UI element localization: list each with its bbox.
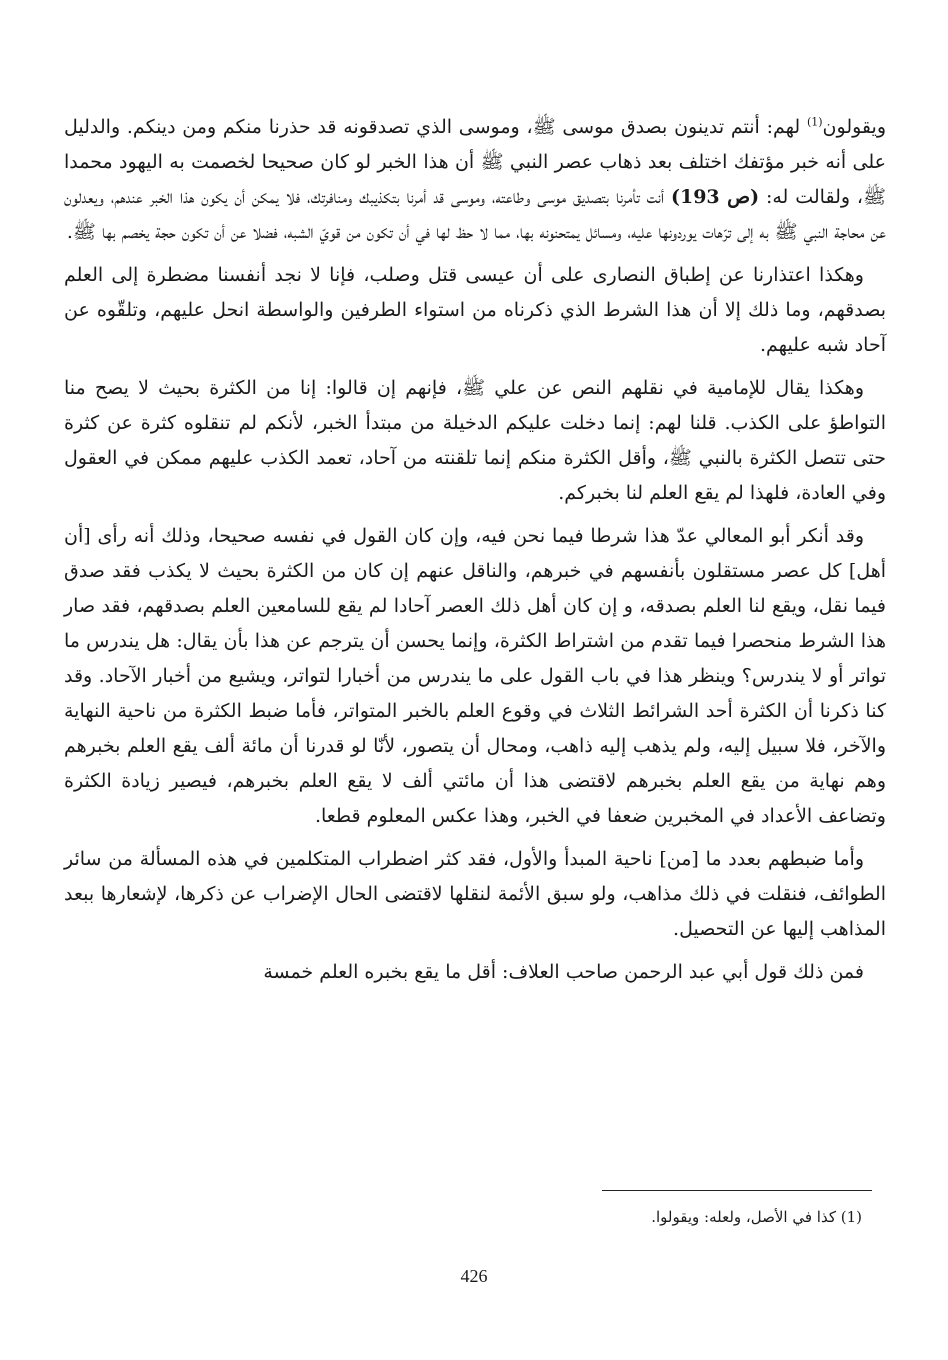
paragraph-5: وأما ضبطهم بعدد ما [من] ناحية المبدأ والأول، فقد كثر اضطراب المتكلمين في هذه المسألة من سائر الطوائف، فنقلت في ذلك مذاهب، ولو سبق الأئمة لنقلها لاقتضى الحال الإضراب عن ذكرها، لإشعارها ببعد المذاهب إليها عن التحصيل. — [64, 848, 886, 940]
paragraph-1-rest: أنت تأمرنا بتصديق موسى وطاعته، وموسى قد أمرنا بتكذيبك ومنافرتك، فلا يمكن أن يكون هذا الخبر عندهم، ويعدلون عن محاجة النبي ﷺ به إلى ترّهات يوردونها عليه، ومسائل يمتحنونه بها، مما لا حظ لها في أن تكون من قويّ الشبه، فضلا عن أن تكون حجة يخصم بها ﷺ. — [64, 186, 886, 243]
footnote: (1) كذا في الأصل، ولعله: ويقولوا. — [651, 1208, 862, 1226]
paragraph-4: وقد أنكر أبو المعالي عدّ هذا شرطا فيما نحن فيه، وإن كان القول في نفسه صحيحا، وذلك أنه رأى [أن أهل] كل عصر مستقلون بأنفسهم في خبرهم، والناقل عنهم إن كان من الكثرة بحيث لا يكذب فقد صدق فيما نقل، ويقع لنا العلم بصدقه، و إن كان أهل ذلك العصر آحادا لم يقع للسامعين العلم بصدقهم، فقد صار هذا الشرط منحصرا فيما تقدم من اشتراط الكثرة، وإنما يحسن أن يترجم عن هذا بأن يقال: هل يندرس ما تواتر أو لا يندرس؟ وينظر هذا في باب القول على ما يندرس من أخبارا لتواتر، ويشيع من أخبار الآحاد. وقد كنا ذكرنا أن الكثرة أحد الشرائط الثلاث في وقوع العلم بالخبر المتواتر، فأما ضبط الكثرة من ناحية النهاية والآخر، فلا سبيل إليه، ولم يذهب إليه ذاهب، ومحال أن يتصور، لأنّا لو قدرنا أن مائة ألف يقع العلم بخبرهم وهم نهاية من يقع العلم بخبرهم لاقتضى هذا أن مائتي ألف لا يقع العلم بخبرهم، فيصير زيادة الكثرة وتضاعف الأعداد في المخبرين ضعفا في الخبر، وهذا عكس المعلوم قطعا. — [64, 525, 887, 827]
paragraph-2: وهكذا اعتذارنا عن إطباق النصارى على أن عيسى قتل وصلب، فإنا لا نجد أنفسنا مضطرة إلى العلم بصدقهم، وما ذلك إلا أن هذا الشرط الذي ذكرناه من استواء الطرفين والواسطة انحل عليهم، وتلقّوه عن آحاد شبه عليهم. — [64, 264, 886, 356]
page-reference: (ص 193) — [670, 186, 760, 208]
footnote-divider — [602, 1190, 872, 1191]
paragraph-3: وهكذا يقال للإمامية في نقلهم النص عن علي ﷺ، فإنهم إن قالوا: إنا من الكثرة بحيث لا يصح منا التواطؤ على الكذب. قلنا لهم: إنما دخلت عليكم الدخيلة من مبتدأ الخبر، لأنكم لم تنقلوه كثرة عن كثرة حتى تتصل الكثرة بالنبي ﷺ، وأقل الكثرة منكم إنما تلقنته من آحاد، تعمد الكذب عليهم ممكن في العقول وفي العادة، فلهذا لم يقع العلم لنا بخبركم. — [64, 377, 886, 504]
paragraph-6: فمن ذلك قول أبي عبد الرحمن صاحب العلاف: أقل ما يقع بخبره العلم خمسة — [263, 961, 864, 983]
paragraph-1-lead: ويقولون — [822, 116, 886, 138]
page-number: 426 — [460, 1266, 488, 1286]
paragraph-1 — [64, 110, 886, 250]
main-text — [64, 110, 886, 998]
paragraph-1-text: لهم: أنتم تدينون بصدق موسى ﷺ، وموسى الذي تصدقونه قد حذرنا منكم ومن دينكم. والدليل على أنه خبر مؤتفك اختلف بعد ذهاب عصر النبي ﷺ أن هذا الخبر لو كان صحيحا لخصمت به اليهود محمدا ﷺ، ولقالت له: — [64, 116, 887, 208]
footnote-marker: (1) — [806, 115, 823, 129]
